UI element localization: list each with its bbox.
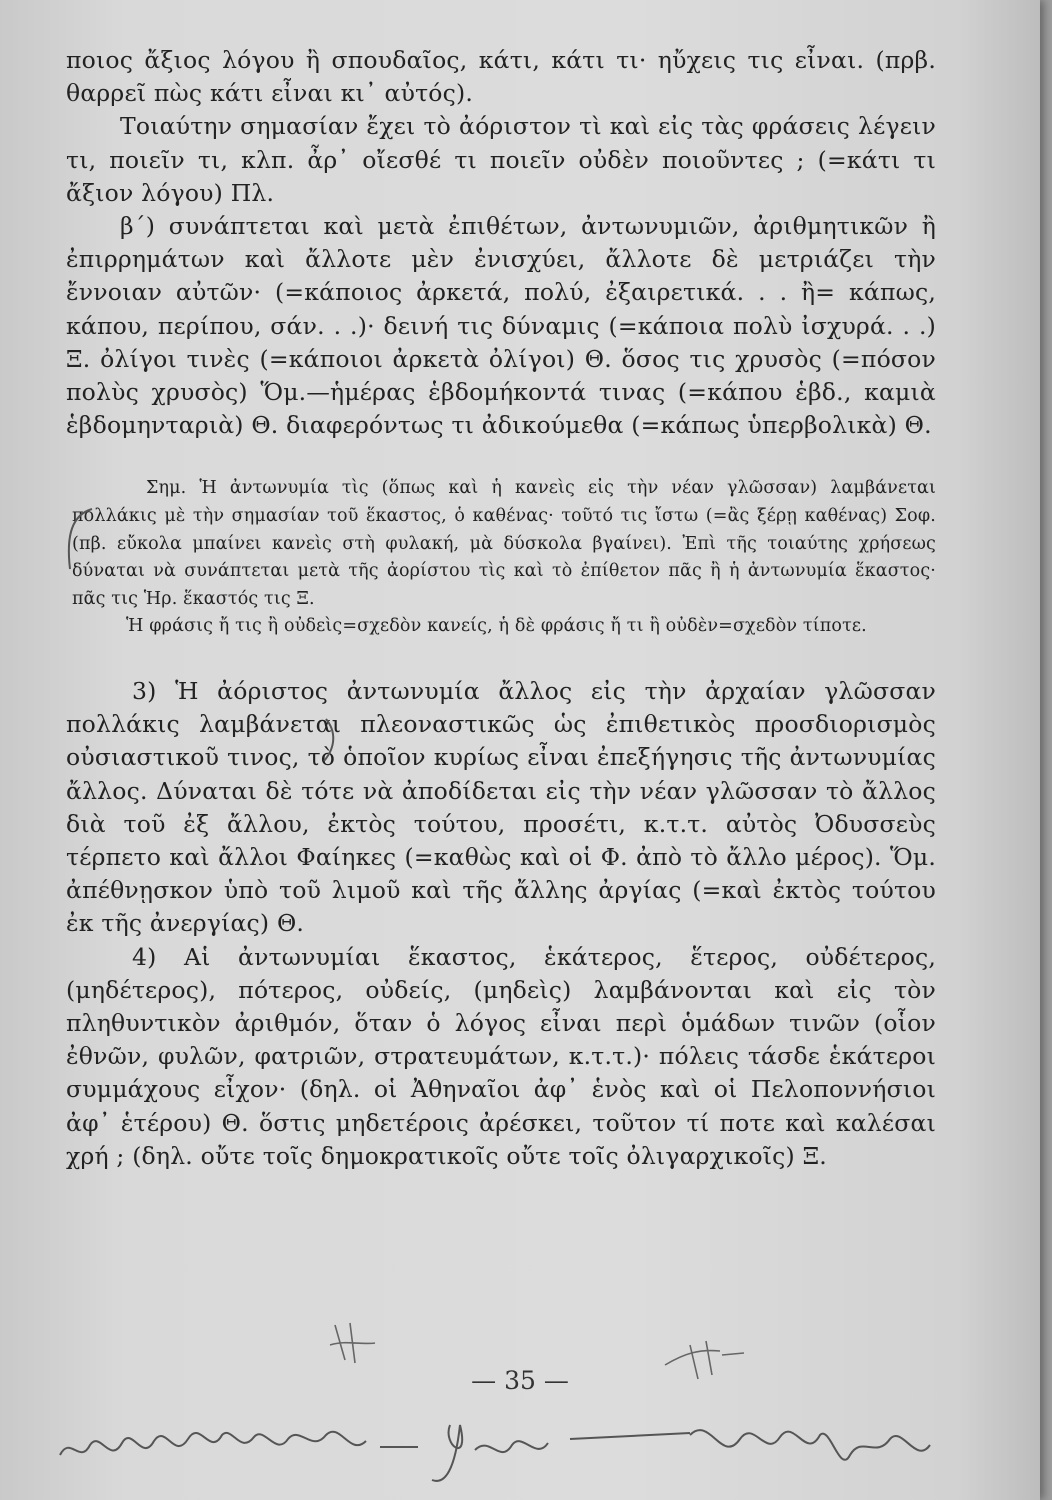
note-paragraph: Σημ. Ἡ ἀντωνυμία τὶς (ὅπως καὶ ἡ κανεὶς εἰς τὴν νέαν γλῶσσαν) λαμβάνεται πολλάκις μὲ τὴν σημασίαν τοῦ ἕκαστος, ὁ καθένας· τοῦτό τις ἴστω (=ἂς ξέρῃ καθένας) Σοφ. (πβ. εὔκολα μπαίνει κανεὶς στὴ φυλακή, μὰ δύσκολα βγαίνει). Ἐπὶ τῆς τοιαύτης χρήσεως δύναται νὰ συνάπτεται μετὰ τῆς ἀορίστου τὶς καὶ τὸ ἐπίθετον πᾶς ἢ ἡ ἀντωνυμία ἕκαστος· πᾶς τις Ἡρ. ἕκαστός τις Ξ. — [72, 478, 936, 609]
note-paragraph-phrase: Ἡ φράσις ἤ τις ἢ οὐδεὶς=σχεδὸν κανείς, ἡ δὲ φράσις ἤ τι ἢ οὐδὲν=σχεδὸν τίποτε. — [126, 616, 867, 637]
note-block — [66, 475, 936, 641]
paragraph-indefinite-ti: Τοιαύτην σημασίαν ἔχει τὸ ἀόριστον τὶ καὶ εἰς τὰς φράσεις λέγειν τι, ποιεῖν τι, κλπ. ἆρ᾿ οἴεσθέ τι ποιεῖν οὐδὲν ποιοῦντες ; (=κάτι τι ἄξιον λόγου) Πλ. — [66, 112, 936, 207]
paragraph-continuation: ποιος ἄξιος λόγου ἢ σπουδαῖος, κάτι, κάτι τι· ηὔχεις τις εἶναι. (πρβ. θαρρεῖ πὼς κάτι εἶναι κι᾿ αὐτός). — [66, 46, 936, 108]
paragraph-beta: β΄) συνάπτεται καὶ μετὰ ἐπιθέτων, ἀντωνυμιῶν, ἀριθμητικῶν ἢ ἐπιρρημάτων καὶ ἄλλοτε μὲν ἐνισχύει, ἄλλοτε δὲ μετριάζει τὴν ἔννοιαν αὐτῶν· (=κάποιος ἀρκετά, πολύ, ἐξαιρετικά. . . ἢ= κάπως, κάπου, περίπου, σάν. . .)· δεινή τις δύναμις (=κάποια πολὺ ἰσχυρά. . .) Ξ. ὀλίγοι τινὲς (=κάποιοι ἀρκετὰ ὀλίγοι) Θ. ὅσος τις χρυσὸς (=πόσον πολὺς χρυσὸς) Ὅμ.—ἡμέρας ἑβδομήκοντά τινας (=κάπου ἑβδ., καμιὰ ἑβδομηνταριὰ) Θ. διαφερόντως τι ἀδικούμεθα (=κάπως ὑπερβολικὰ) Θ. — [66, 212, 936, 440]
page-text-block — [66, 44, 936, 1173]
main-section-upper — [66, 44, 936, 442]
handwritten-inscription — [50, 1395, 950, 1495]
paragraph-four: 4) Αἱ ἀντωνυμίαι ἕκαστος, ἑκάτερος, ἕτερος, οὐδέτερος, (μηδέτερος), πότερος, οὐδείς, (μηδεὶς) λαμβάνονται καὶ εἰς τὸν πληθυντικὸν ἀριθμόν, ὅταν ὁ λόγος εἶναι περὶ ὁμάδων τινῶν (οἷον ἐθνῶν, φυλῶν, φατριῶν, στρατευμάτων, κ.τ.τ.)· πόλεις τάσδε ἑκάτεροι συμμάχους εἶχον· (δηλ. οἱ Ἀθηναῖοι ἀφ᾿ ἑνὸς καὶ οἱ Πελοποννήσιοι ἀφ᾿ ἑτέρου) Θ. ὅστις μηδετέροις ἀρέσκει, τοῦτον τί ποτε καὶ καλέσαι χρή ; (δηλ. οὔτε τοῖς δημοκρατικοῖς οὔτε τοῖς ὀλιγαρχικοῖς) Ξ. — [66, 942, 936, 1170]
main-section-lower — [66, 675, 936, 1173]
page-number: — 35 — — [471, 1366, 569, 1395]
paragraph-three: 3) Ἡ ἀόριστος ἀντωνυμία ἄλλος εἰς τὴν ἀρχαίαν γλῶσσαν πολλάκις λαμβάνεται πλεοναστικῶς ὡς ἐπιθετικὸς προσδιορισμὸς οὐσιαστικοῦ τινος, τὸ ὁποῖον κυρίως εἶναι ἐπεξήγησις τῆς ἀντωνυμίας ἄλλος. Δύναται δὲ τότε νὰ ἀποδίδεται εἰς τὴν νέαν γλῶσσαν τὸ ἄλλος διὰ τοῦ ἐξ ἄλλου, ἐκτὸς τούτου, προσέτι, κ.τ.τ. αὐτὸς Ὀδυσσεὺς τέρπετο καὶ ἄλλοι Φαίηκες (=καθὼς καὶ οἱ Φ. ἀπὸ τὸ ἄλλο μέρος). Ὅμ. ἀπέθνῃσκον ὑπὸ τοῦ λιμοῦ καὶ τῆς ἄλλης ἀργίας (=καὶ ἐκτὸς τούτου ἐκ τῆς ἀνεργίας) Θ. — [66, 677, 936, 938]
